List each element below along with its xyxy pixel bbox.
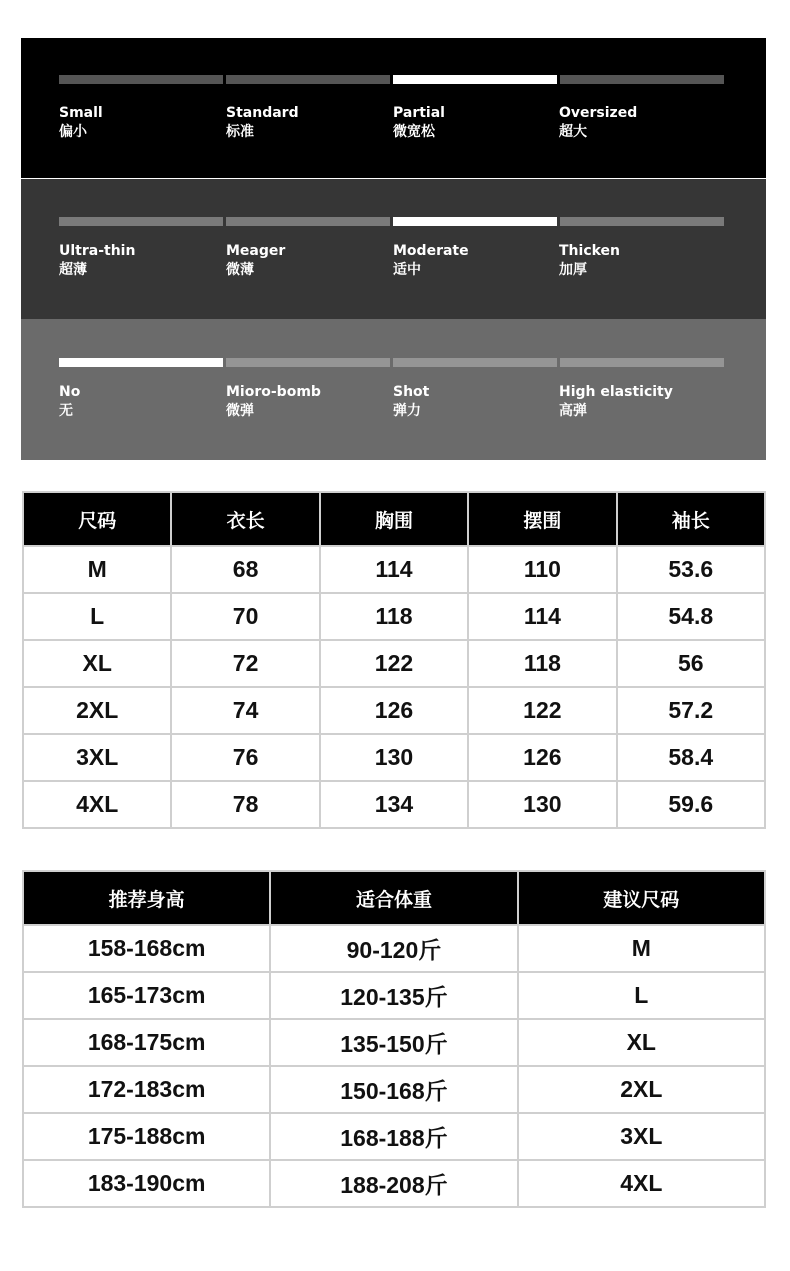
elasticity-segment-shot [393, 358, 557, 367]
header-weight: 适合体重 [270, 871, 517, 925]
table-row [23, 972, 765, 1019]
table-row [23, 1066, 765, 1113]
cell-length: 78 [171, 781, 319, 828]
table-row [23, 640, 765, 687]
cell-chest: 130 [320, 734, 468, 781]
fit-label-partial: Partial 微宽松 [393, 105, 445, 140]
cell-hem: 110 [468, 546, 616, 593]
header-length: 衣长 [171, 492, 319, 546]
cell-chest: 114 [320, 546, 468, 593]
fit-segment-small [59, 75, 223, 84]
cell-chest: 118 [320, 593, 468, 640]
table-row [23, 1113, 765, 1160]
table-row [23, 734, 765, 781]
elasticity-label-high: High elasticity 高弹 [559, 384, 673, 419]
cell-weight: 120-135斤 [270, 972, 517, 1019]
fit-segment-oversized [560, 75, 724, 84]
table-row [23, 925, 765, 972]
cell-hem: 126 [468, 734, 616, 781]
cell-chest: 134 [320, 781, 468, 828]
elasticity-scale-panel [21, 319, 766, 460]
cell-size: L [23, 593, 171, 640]
cell-size: M [23, 546, 171, 593]
header-suggested-size: 建议尺码 [518, 871, 765, 925]
cell-sleeve: 58.4 [617, 734, 765, 781]
cell-weight: 168-188斤 [270, 1113, 517, 1160]
size-chart-table [22, 491, 766, 829]
cell-size: XL [23, 640, 171, 687]
cell-chest: 122 [320, 640, 468, 687]
cell-hem: 118 [468, 640, 616, 687]
thickness-segment-moderate [393, 217, 557, 226]
cell-length: 76 [171, 734, 319, 781]
cell-suggested-size: XL [518, 1019, 765, 1066]
cell-weight: 135-150斤 [270, 1019, 517, 1066]
cell-height: 183-190cm [23, 1160, 270, 1207]
thickness-label-thicken: Thicken 加厚 [559, 243, 621, 278]
thickness-label-meager: Meager 微薄 [226, 243, 286, 278]
cell-height: 158-168cm [23, 925, 270, 972]
size-recommendation-table [22, 870, 766, 1208]
cell-hem: 130 [468, 781, 616, 828]
cell-weight: 188-208斤 [270, 1160, 517, 1207]
table-row [23, 593, 765, 640]
cell-size: 2XL [23, 687, 171, 734]
thickness-segment-meager [226, 217, 390, 226]
cell-sleeve: 57.2 [617, 687, 765, 734]
header-size: 尺码 [23, 492, 171, 546]
header-hem: 摆围 [468, 492, 616, 546]
table-row [23, 781, 765, 828]
fit-label-oversized: Oversized 超大 [559, 105, 638, 140]
fit-label-standard: Standard 标准 [226, 105, 299, 140]
thickness-label-ultra-thin: Ultra-thin 超薄 [59, 243, 136, 278]
cell-length: 72 [171, 640, 319, 687]
cell-weight: 90-120斤 [270, 925, 517, 972]
elasticity-segment-micro [226, 358, 390, 367]
elasticity-label-no: No 无 [59, 384, 81, 419]
fit-segment-partial [393, 75, 557, 84]
header-chest: 胸围 [320, 492, 468, 546]
elasticity-label-micro: Mioro-bomb 微弹 [226, 384, 321, 419]
table-row [23, 1160, 765, 1207]
cell-chest: 126 [320, 687, 468, 734]
fit-scale-panel [21, 38, 766, 178]
cell-length: 68 [171, 546, 319, 593]
cell-suggested-size: 4XL [518, 1160, 765, 1207]
cell-suggested-size: 2XL [518, 1066, 765, 1113]
cell-hem: 122 [468, 687, 616, 734]
cell-suggested-size: L [518, 972, 765, 1019]
size-chart-header-row [23, 492, 765, 546]
elasticity-segment-no [59, 358, 223, 367]
thickness-label-moderate: Moderate 适中 [393, 243, 469, 278]
cell-length: 74 [171, 687, 319, 734]
cell-suggested-size: 3XL [518, 1113, 765, 1160]
cell-sleeve: 59.6 [617, 781, 765, 828]
thickness-scale-panel [21, 179, 766, 319]
cell-height: 165-173cm [23, 972, 270, 1019]
cell-sleeve: 54.8 [617, 593, 765, 640]
elasticity-segment-high [560, 358, 724, 367]
cell-size: 3XL [23, 734, 171, 781]
cell-height: 168-175cm [23, 1019, 270, 1066]
recommendation-header-row [23, 871, 765, 925]
cell-weight: 150-168斤 [270, 1066, 517, 1113]
fit-label-small: Small 偏小 [59, 105, 103, 140]
thickness-segment-thicken [560, 217, 724, 226]
cell-suggested-size: M [518, 925, 765, 972]
elasticity-label-shot: Shot 弹力 [393, 384, 430, 419]
cell-sleeve: 56 [617, 640, 765, 687]
thickness-segment-ultra-thin [59, 217, 223, 226]
cell-length: 70 [171, 593, 319, 640]
cell-height: 175-188cm [23, 1113, 270, 1160]
table-row [23, 687, 765, 734]
cell-hem: 114 [468, 593, 616, 640]
cell-size: 4XL [23, 781, 171, 828]
header-height: 推荐身高 [23, 871, 270, 925]
header-sleeve: 袖长 [617, 492, 765, 546]
cell-height: 172-183cm [23, 1066, 270, 1113]
fit-segment-standard [226, 75, 390, 84]
cell-sleeve: 53.6 [617, 546, 765, 593]
table-row [23, 1019, 765, 1066]
table-row [23, 546, 765, 593]
